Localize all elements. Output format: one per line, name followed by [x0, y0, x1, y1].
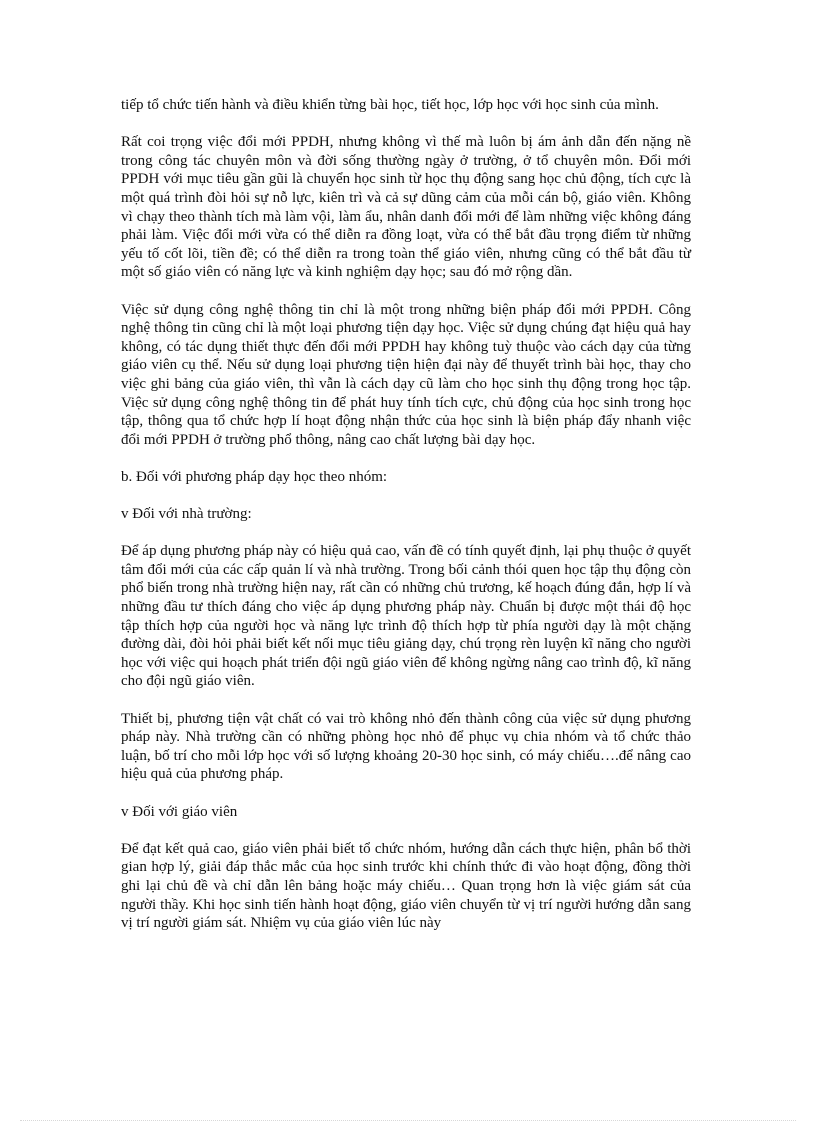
- paragraph-it-usage: Việc sử dụng công nghệ thông tin chỉ là một trong những biện pháp đổi mới PPDH. Công nghệ thông tin cũng chỉ là một loại phương tiện dạy học. Việc sử dụng chúng đạt hiệu quả hay không, có tác dụng thiết thực đến đổi mới PPDH hay không tuỳ thuộc vào cách dạy của từng giáo viên cụ thể. Nếu sử dụng loại phương tiện hiện đại này để thuyết trình bài học, thay cho việc ghi bảng của giáo viên, thì vẫn là cách dạy cũ làm cho học sinh thụ động trong học tập. Việc sử dụng công nghệ thông tin để phát huy tính tích cực, chủ động của học sinh trong học tập, thông qua tổ chức hợp lí hoạt động nhận thức của học sinh là biện pháp đẩy nhanh việc đổi mới PPDH ở trường phổ thông, nâng cao chất lượng bài dạy học.: [121, 301, 691, 448]
- paragraph-ppdh-renewal: Rất coi trọng việc đổi mới PPDH, nhưng không vì thế mà luôn bị ám ảnh dẫn đến nặng nề trong công tác chuyên môn và đời sống thường ngày ở trường, ở tổ chuyên môn. Đổi mới PPDH với mục tiêu gần gũi là chuyển học sinh từ học thụ động sang học chủ động, tích cực là một quá trình đòi hỏi sự nỗ lực, kiên trì và cả sự dũng cảm của mỗi cán bộ, giáo viên. Không vì chạy theo thành tích mà làm vội, làm ẩu, nhân danh đổi mới để làm những việc không đáng phải làm. Việc đổi mới vừa có thể diễn ra đồng loạt, vừa có thể bắt đầu trọng điểm từ những yếu tố cốt lõi, tiền đề; có thể diễn ra trong toàn thể giáo viên, nhưng cũng có thể bắt đầu từ một số giáo viên có năng lực và kinh nghiệm dạy học; sau đó mở rộng dần.: [121, 134, 691, 281]
- document-body: [121, 96, 691, 951]
- paragraph-continuation: tiếp tổ chức tiến hành và điều khiển từng bài học, tiết học, lớp học với học sinh của mình.: [121, 97, 659, 113]
- paragraph-school-role: Để áp dụng phương pháp này có hiệu quả cao, vấn đề có tính quyết định, lại phụ thuộc ở quyết tâm đổi mới của các cấp quản lí và nhà trường. Trong bối cảnh thói quen học tập thụ động còn phổ biến trong nhà trường hiện nay, rất cần có những chủ trương, kế hoạch đúng đắn, hợp lí và những đầu tư thích đáng cho việc áp dụng phương pháp này. Chuẩn bị được một thái độ học tập thích hợp của người học và năng lực trình độ thích hợp từ phía người dạy là một chặng đường dài, đòi hỏi phải biết kết nối mục tiêu giảng dạy, chú trọng rèn luyện kĩ năng cho người học với việc qui hoạch phát triển đội ngũ giáo viên để không ngừng nâng cao trình độ, kĩ năng cho đội ngũ giáo viên.: [121, 543, 691, 690]
- subheading-teacher: v Đối với giáo viên: [121, 803, 238, 820]
- paragraph-equipment: Thiết bị, phương tiện vật chất có vai trò không nhỏ đến thành công của việc sử dụng phương pháp này. Nhà trường cần có những phòng học nhỏ để phục vụ chia nhóm và tổ chức thảo luận, bố trí cho mỗi lớp học với số lượng khoảng 20-30 học sinh, có máy chiếu….để nâng cao hiệu quả của phương pháp.: [121, 710, 691, 783]
- paragraph-teacher-role: Để đạt kết quả cao, giáo viên phải biết tổ chức nhóm, hướng dẫn cách thực hiện, phân bổ thời gian hợp lý, giải đáp thắc mắc của học sinh trước khi chính thức đi vào hoạt động, đồng thời ghi lại chủ đề và chỉ dẫn lên bảng hoặc máy chiếu… Quan trọng hơn là việc giám sát của người thầy. Khi học sinh tiến hành hoạt động, giáo viên chuyển từ vị trí người hướng dẫn sang vị trí người giám sát. Nhiệm vụ của giáo viên lúc này: [121, 840, 691, 932]
- subheading-school: v Đối với nhà trường:: [121, 506, 252, 523]
- page-bottom-divider: [20, 1120, 796, 1121]
- section-heading-group-method: b. Đối với phương pháp dạy học theo nhóm:: [121, 468, 388, 485]
